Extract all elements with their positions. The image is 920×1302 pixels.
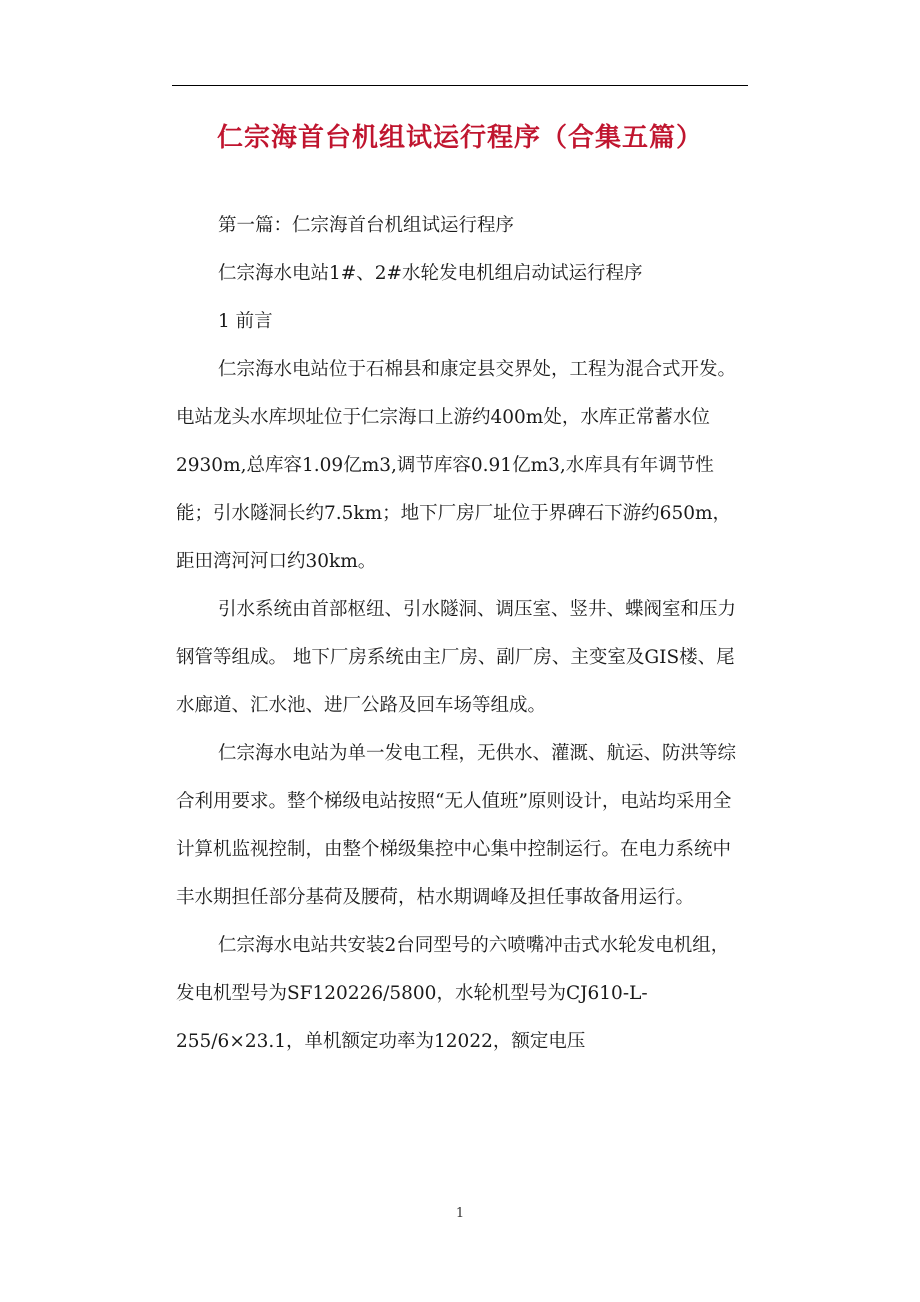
document-title: 仁宗海首台机组试运行程序（合集五篇） bbox=[216, 123, 703, 153]
header-rule bbox=[172, 85, 748, 86]
page-number: 1 bbox=[455, 1206, 465, 1221]
document-body bbox=[176, 202, 744, 1066]
subsection-heading: 仁宗海水电站1#、2#水轮发电机组启动试运行程序 bbox=[218, 263, 643, 284]
body-paragraph: 仁宗海水电站为单一发电工程，无供水、灌溉、航运、防洪等综合利用要求。整个梯级电站按照“无人值班”原则设计，电站均采用全计算机监视控制，由整个梯级集控中心集中控制运行。在电力系统中丰水期担任部分基荷及腰荷，枯水期调峰及担任事故备用运行。 bbox=[176, 743, 737, 908]
body-paragraph: 仁宗海水电站共安装2台同型号的六喷嘴冲击式水轮发电机组，发电机型号为SF120226/5800，水轮机型号为CJ610-L-255/6×23.1，单机额定功率为12022，额定电压 bbox=[176, 935, 730, 1052]
section-heading: 第一篇：仁宗海首台机组试运行程序 bbox=[218, 215, 515, 236]
body-paragraph: 引水系统由首部枢纽、引水隧洞、调压室、竖井、蝶阀室和压力钢管等组成。 地下厂房系统由主厂房、副厂房、主变室及GIS楼、尾水廊道、汇水池、进厂公路及回车场等组成。 bbox=[176, 599, 737, 716]
body-paragraph: 仁宗海水电站位于石棉县和康定县交界处，工程为混合式开发。电站龙头水库坝址位于仁宗海口上游约400m处，水库正常蓄水位2930m,总库容1.09亿m3,调节库容0.91亿m3,水库具有年调节性能；引水隧洞长约7.5km；地下厂房厂址位于界碑石下游约650m，距田湾河河口约30km。 bbox=[176, 359, 737, 572]
chapter-heading: 1 前言 bbox=[218, 311, 273, 332]
